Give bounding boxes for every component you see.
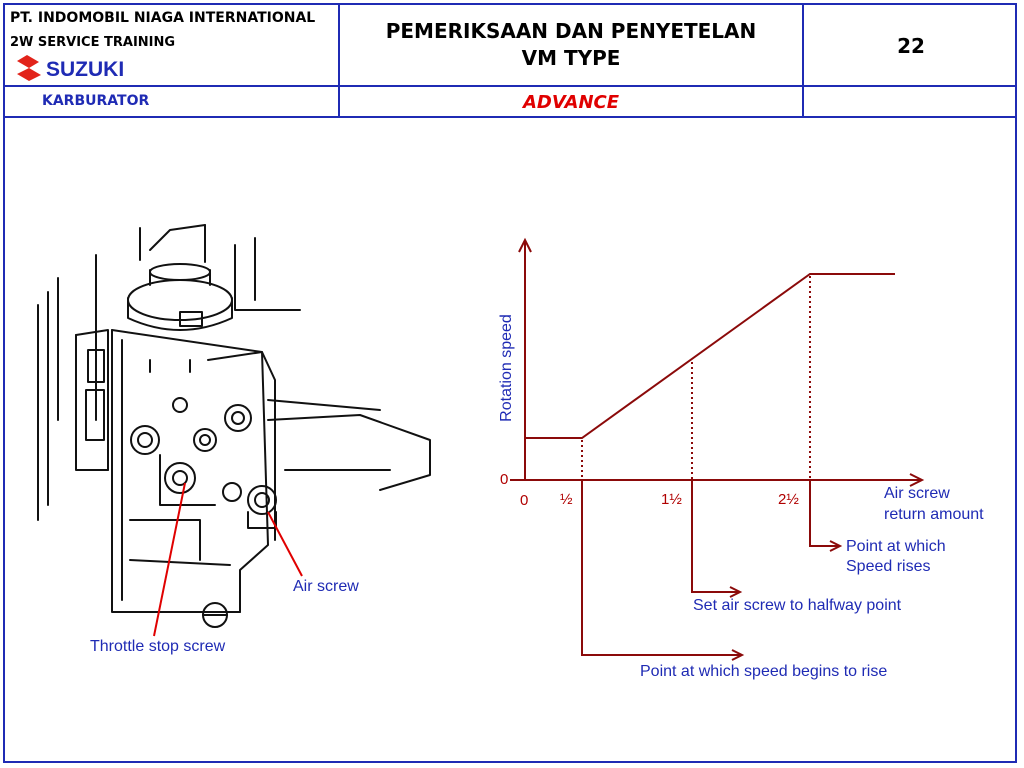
air-screw-label: Air screw	[293, 578, 359, 595]
title-line-2: VM TYPE	[521, 46, 621, 70]
x-axis-label-line-2: return amount	[884, 506, 984, 523]
section-title: KARBURATOR	[42, 93, 150, 109]
svg-text:SUZUKI: SUZUKI	[46, 58, 125, 81]
page-number: 22	[897, 34, 925, 58]
training-label: 2W SERVICE TRAINING	[10, 35, 176, 50]
throttle-stop-screw-label: Throttle stop screw	[90, 638, 226, 655]
page-subtitle: ADVANCE	[522, 92, 620, 113]
air-screw-callout-line	[268, 512, 302, 576]
x-axis-zero-label: 0	[520, 492, 529, 509]
speed-rises-note-line-1: Point at which	[846, 538, 946, 555]
speed-rises-note-line-2: Speed rises	[846, 558, 931, 575]
speed-begins-note: Point at which speed begins to rise	[640, 663, 888, 680]
graph-drop-lines	[582, 276, 810, 480]
rotation-speed-curve	[525, 274, 895, 438]
x-tick-half: ½	[560, 491, 573, 508]
graph-callout-arrows	[582, 480, 840, 660]
y-axis-zero-label: 0	[500, 471, 509, 488]
carburetor-illustration	[38, 225, 430, 627]
x-axis-label-line-1: Air screw	[884, 485, 950, 502]
x-tick-one-and-half: 1½	[661, 491, 682, 508]
title-line-1: PEMERIKSAAN DAN PENYETELAN	[385, 19, 757, 43]
x-tick-two-and-half: 2½	[778, 491, 799, 508]
company-name: PT. INDOMOBIL NIAGA INTERNATIONAL	[10, 10, 316, 26]
graph-axes	[510, 240, 922, 486]
halfway-note: Set air screw to halfway point	[693, 597, 902, 614]
y-axis-label: Rotation speed	[498, 314, 515, 422]
